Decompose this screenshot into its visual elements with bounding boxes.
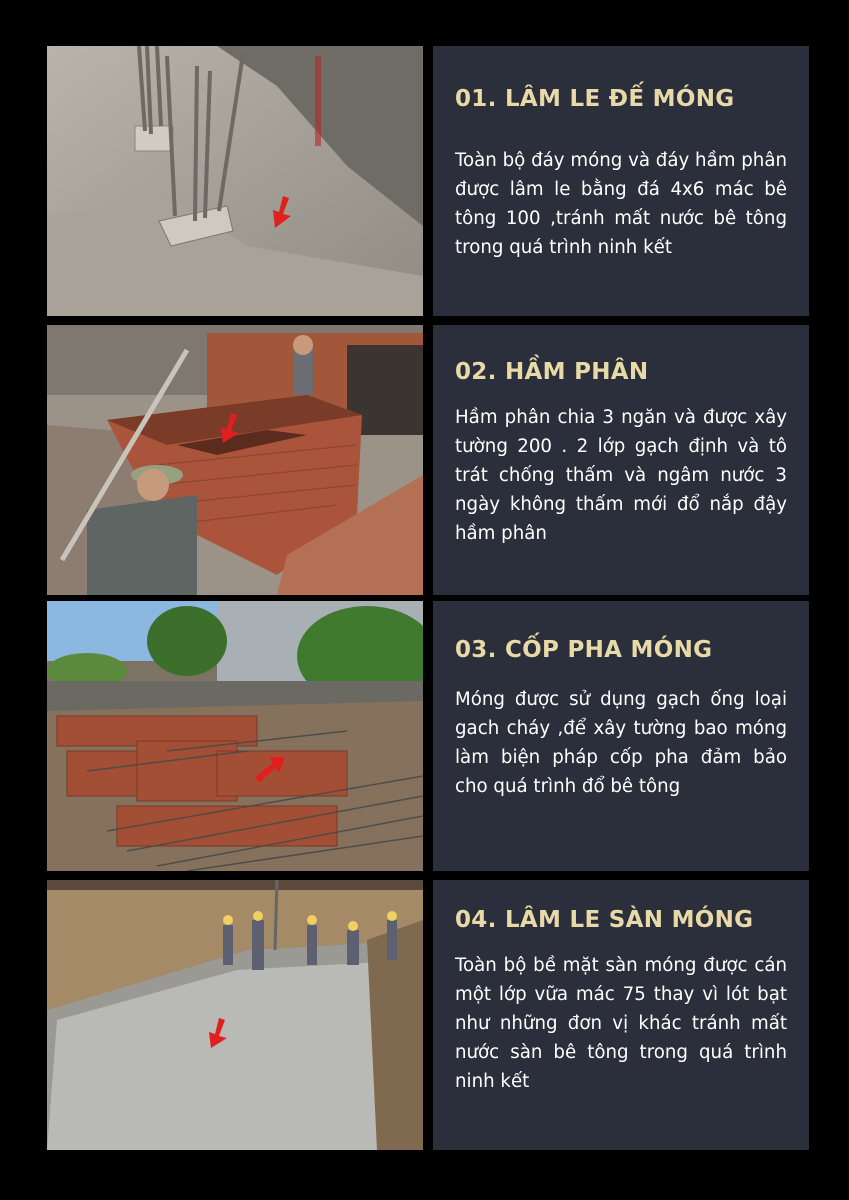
section-2-text: Hầm phân chia 3 ngăn và được xây tường 200 . 2 lớp gạch định và tô trát chống thấm và ngâm nước 3 ngày không thấm mới đổ nắp đậy hầm phân (455, 407, 787, 544)
section-2 (47, 325, 809, 595)
photo-septic-tank (47, 325, 423, 595)
section-2-title: 02. HẦM PHÂN (455, 359, 649, 385)
section-3-panel (433, 601, 809, 871)
section-1-panel (433, 46, 809, 316)
section-1 (47, 46, 809, 316)
section-4 (47, 880, 809, 1150)
section-1-text: Toàn bộ đáy móng và đáy hầm phân được lâm le bằng đá 4x6 mác bê tông 100 ,tránh mất nước bê tông trong quá trình ninh kết (455, 150, 787, 258)
section-1-title: 01. LÂM LE ĐẾ MÓNG (455, 86, 735, 112)
section-3-text: Móng được sử dụng gạch ống loại gach cháy ,để xây tường bao móng làm biện pháp cốp pha đảm bảo cho quá trình đổ bê tông (455, 689, 787, 797)
section-3-title: 03. CỐP PHA MÓNG (455, 637, 713, 663)
section-4-title: 04. LÂM LE SÀN MÓNG (455, 907, 754, 933)
photo-foundation-formwork (47, 601, 423, 871)
photo-foundation-slab (47, 880, 423, 1150)
photo-foundation-base (47, 46, 423, 316)
section-2-panel (433, 325, 809, 595)
section-4-panel (433, 880, 809, 1150)
section-4-text: Toàn bộ bề mặt sàn móng được cán một lớp vữa mác 75 thay vì lót bạt như những đơn vị khác tránh mất nước sàn bê tông trong quá trình ninh kết (455, 955, 787, 1092)
section-3 (47, 601, 809, 871)
